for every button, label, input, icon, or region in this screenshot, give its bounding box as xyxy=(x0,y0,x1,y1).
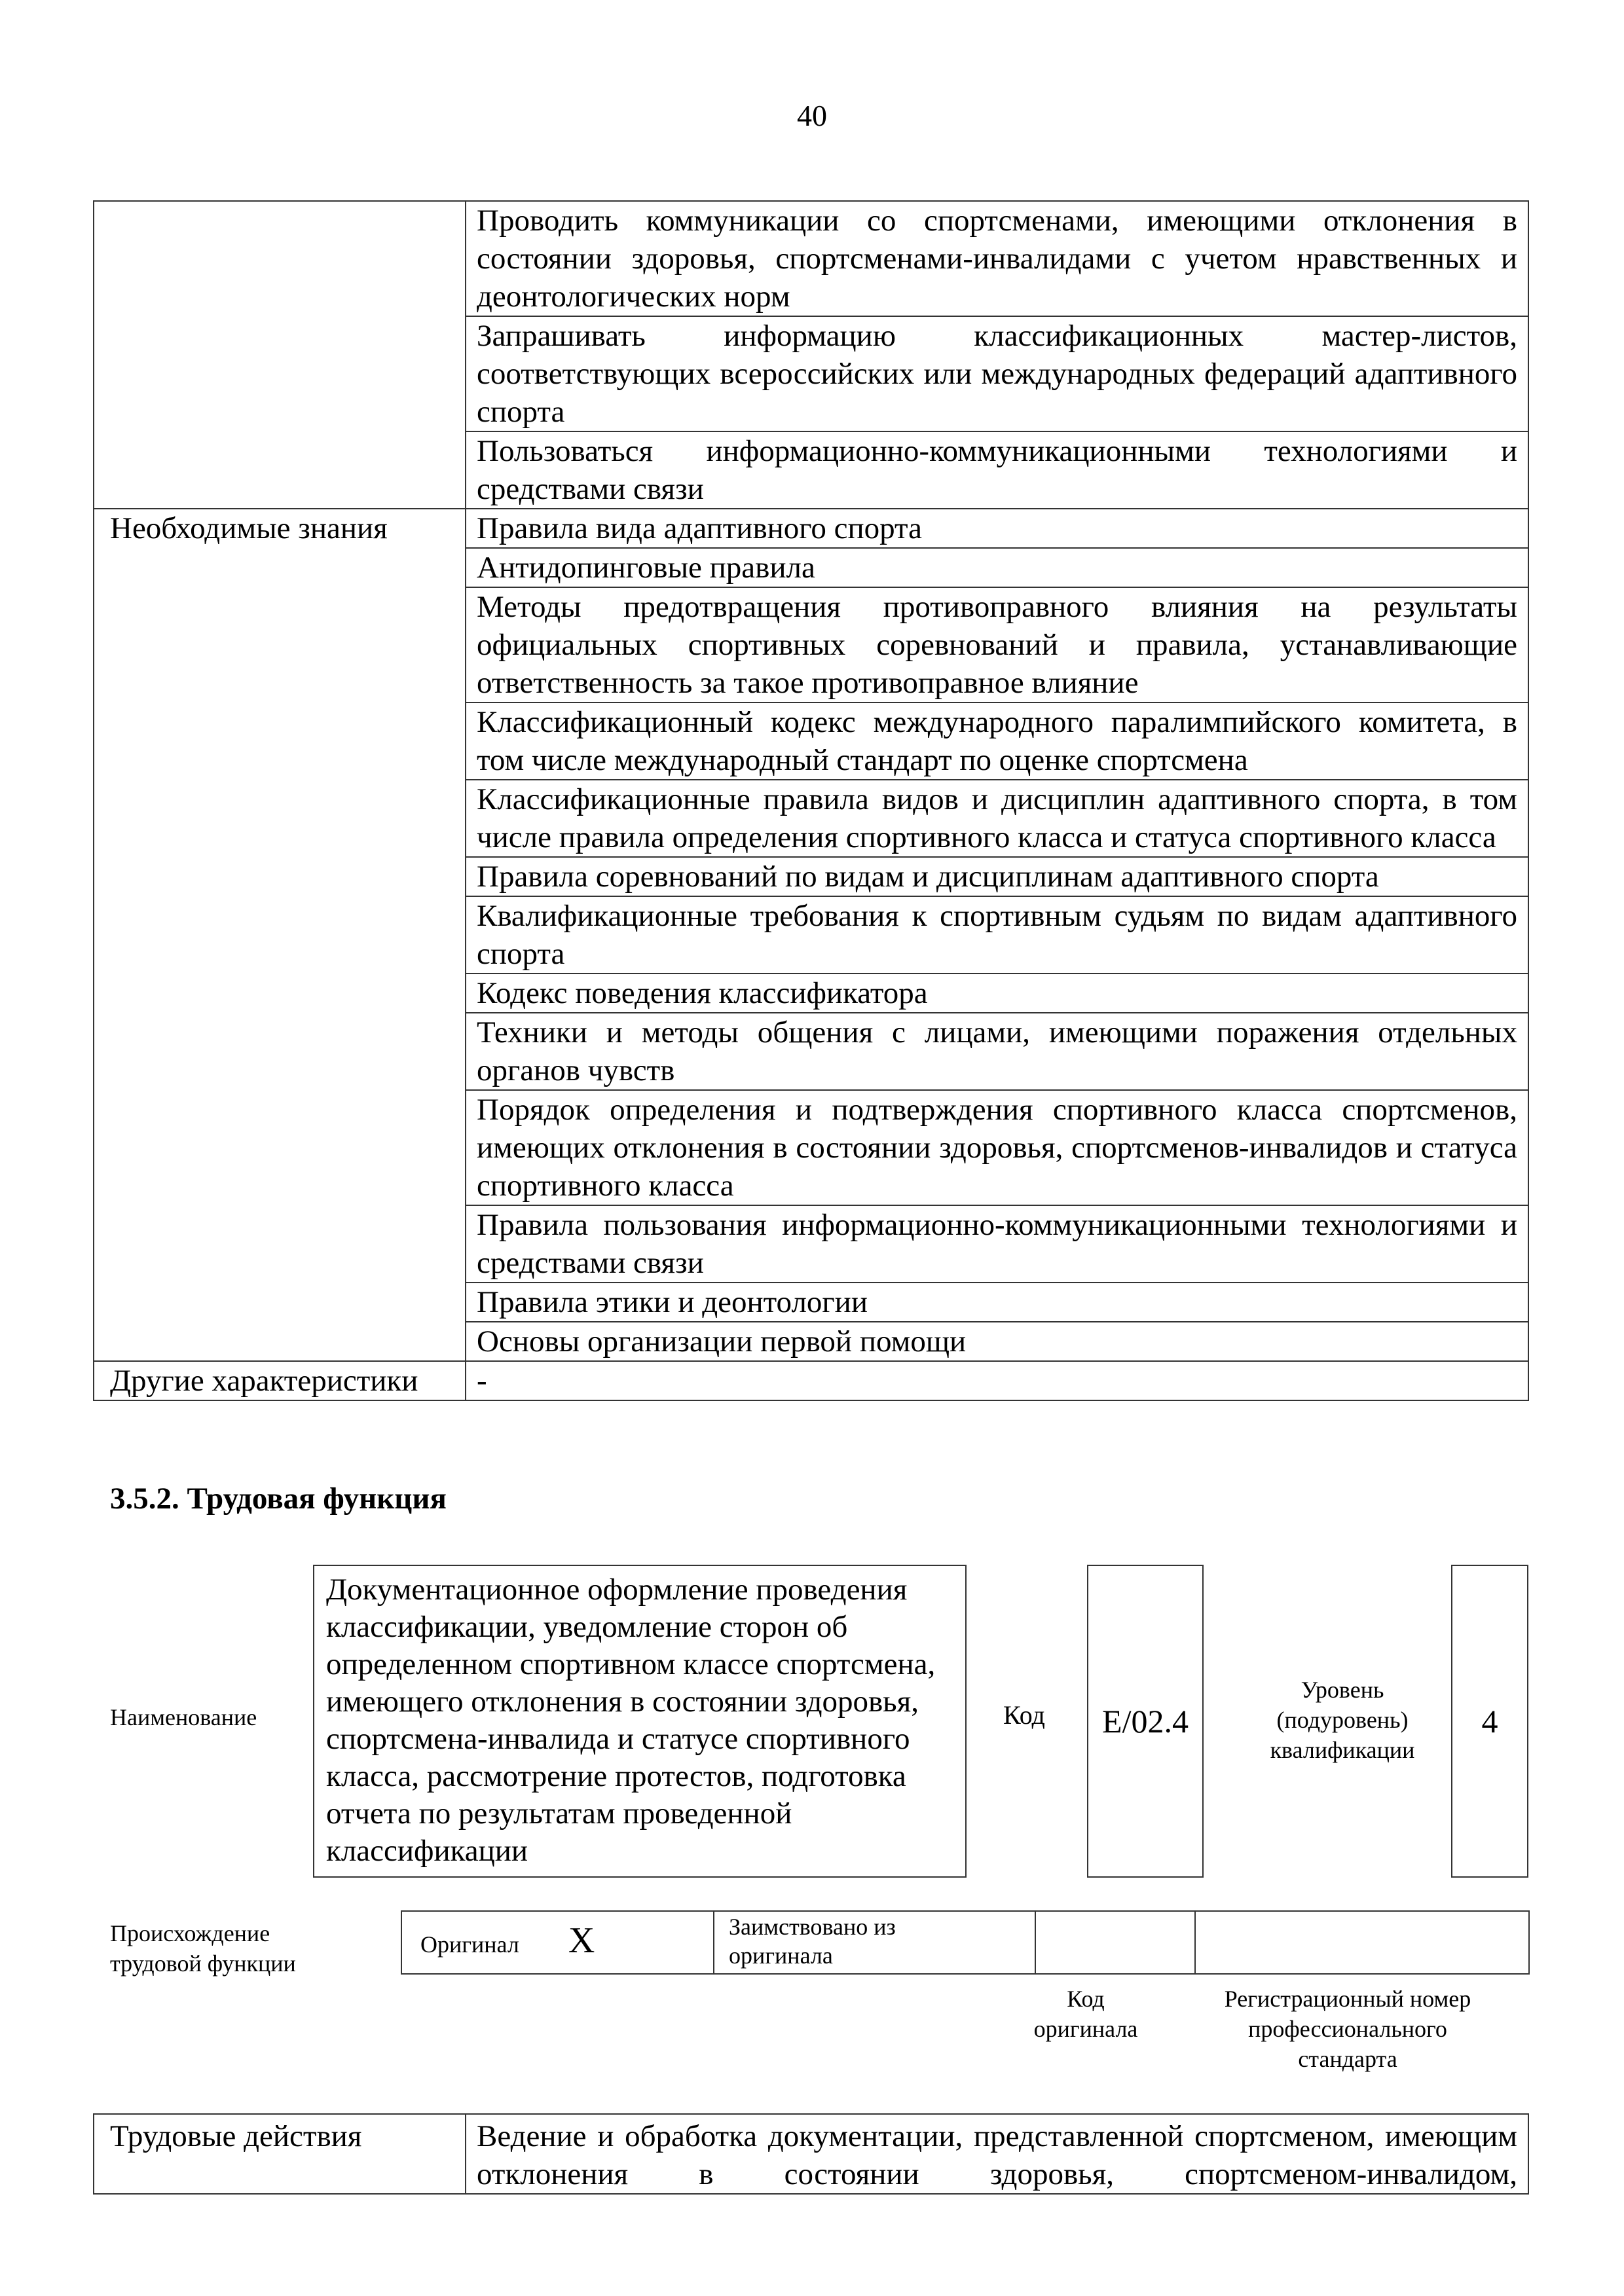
other-characteristics-label: Другие характеристики xyxy=(94,1361,466,1400)
name-label: Наименование xyxy=(110,1704,257,1730)
empty-category-cell xyxy=(94,201,466,509)
level-label-line: квалификации xyxy=(1270,1737,1415,1763)
knowledge-item: Правила соревнований по видам и дисциплинам адаптивного спорта xyxy=(466,857,1528,896)
skill-item: Пользоваться информационно-коммуникационными технологиями и средствами связи xyxy=(466,431,1528,509)
requirements-table xyxy=(93,200,1529,1401)
registration-number-caption xyxy=(1184,1984,1511,2074)
knowledge-item: Антидопинговые правила xyxy=(466,548,1528,587)
labor-action-item: Ведение и обработка документации, представленной спортсменом, имеющим отклонения в состоянии здоровья, спортсменом-инвалидом, xyxy=(466,2114,1528,2194)
knowledge-label: Необходимые знания xyxy=(94,509,466,1361)
skill-item: Запрашивать информацию классификационных мастер-листов, соответствующих всероссийских или международных федераций адаптивного спорта xyxy=(466,316,1528,431)
original-code-caption xyxy=(1014,1984,1158,2044)
table-row xyxy=(94,201,1528,316)
page-number: 40 xyxy=(797,99,827,132)
registration-number-cell xyxy=(1195,1911,1529,1974)
borrowed-label-line: Заимствовано из xyxy=(729,1914,896,1940)
table-row xyxy=(94,1361,1528,1400)
origin-label xyxy=(110,1918,296,1978)
caption-line: Код xyxy=(1067,1986,1105,2012)
table-row xyxy=(94,2114,1528,2194)
code-label: Код xyxy=(1003,1700,1045,1730)
caption-line: Регистрационный номер xyxy=(1224,1986,1471,2012)
original-cell xyxy=(401,1911,714,1974)
knowledge-item: Методы предотвращения противоправного влияния на результаты официальных спортивных соревнований и правила, устанавливающие ответственность за такое противоправное влияние xyxy=(466,587,1528,702)
knowledge-item: Кодекс поведения классификатора xyxy=(466,974,1528,1013)
knowledge-item: Правила вида адаптивного спорта xyxy=(466,509,1528,548)
skill-item: Проводить коммуникации со спортсменами, имеющими отклонения в состоянии здоровья, спортсменами-инвалидами с учетом нравственных и деонтологических норм xyxy=(466,201,1528,316)
original-label: Оригинал xyxy=(420,1931,519,1958)
labor-actions-table xyxy=(93,2113,1529,2195)
knowledge-item: Правила этики и деонтологии xyxy=(466,1283,1528,1322)
qualification-level-value xyxy=(1451,1565,1528,1878)
knowledge-item: Основы организации первой помощи xyxy=(466,1322,1528,1361)
knowledge-item: Техники и методы общения с лицами, имеющими поражения отдельных органов чувств xyxy=(466,1013,1528,1090)
level-value-text: 4 xyxy=(1481,1703,1498,1740)
qualification-level-label xyxy=(1244,1675,1441,1765)
borrowed-label-line: оригинала xyxy=(729,1942,833,1969)
origin-label-line: трудовой функции xyxy=(110,1950,296,1977)
function-code-text: E/02.4 xyxy=(1102,1703,1189,1740)
caption-line: профессионального xyxy=(1248,2016,1447,2042)
section-heading: 3.5.2. Трудовая функция xyxy=(110,1482,447,1516)
labor-actions-label: Трудовые действия xyxy=(94,2114,466,2194)
table-row xyxy=(401,1911,1529,1974)
borrowed-cell xyxy=(714,1911,1035,1974)
knowledge-item: Классификационные правила видов и дисциплин адаптивного спорта, в том числе правила определения спортивного класса и статуса спортивного класса xyxy=(466,780,1528,857)
original-mark: X xyxy=(568,1920,595,1961)
other-characteristics-value: - xyxy=(466,1361,1528,1400)
origin-label-line: Происхождение xyxy=(110,1920,270,1946)
function-code-value xyxy=(1087,1565,1204,1878)
knowledge-item: Порядок определения и подтверждения спортивного класса спортсменов, имеющих отклонения в состоянии здоровья, спортсменов-инвалидов и статуса спортивного класса xyxy=(466,1090,1528,1205)
caption-line: стандарта xyxy=(1298,2046,1397,2072)
caption-line: оригинала xyxy=(1033,2016,1138,2042)
level-label-line: Уровень xyxy=(1301,1677,1384,1703)
original-code-cell xyxy=(1035,1911,1195,1974)
function-name-value: Документационное оформление проведения классификации, уведомление сторон об определенном спортивном классе спортсмена, имеющего отклонения в состоянии здоровья, спортсмена-инвалида и статусе спортивного класса, рассмотрение протестов, подготовка отчета по результатам проведенной классификации xyxy=(313,1565,967,1878)
level-label-line: (подуровень) xyxy=(1276,1707,1409,1733)
knowledge-item: Классификационный кодекс международного паралимпийского комитета, в том числе международный стандарт по оценке спортсмена xyxy=(466,702,1528,780)
knowledge-item: Правила пользования информационно-коммуникационными технологиями и средствами связи xyxy=(466,1205,1528,1283)
origin-table xyxy=(401,1910,1530,1975)
knowledge-item: Квалификационные требования к спортивным судьям по видам адаптивного спорта xyxy=(466,896,1528,974)
table-row xyxy=(94,509,1528,548)
